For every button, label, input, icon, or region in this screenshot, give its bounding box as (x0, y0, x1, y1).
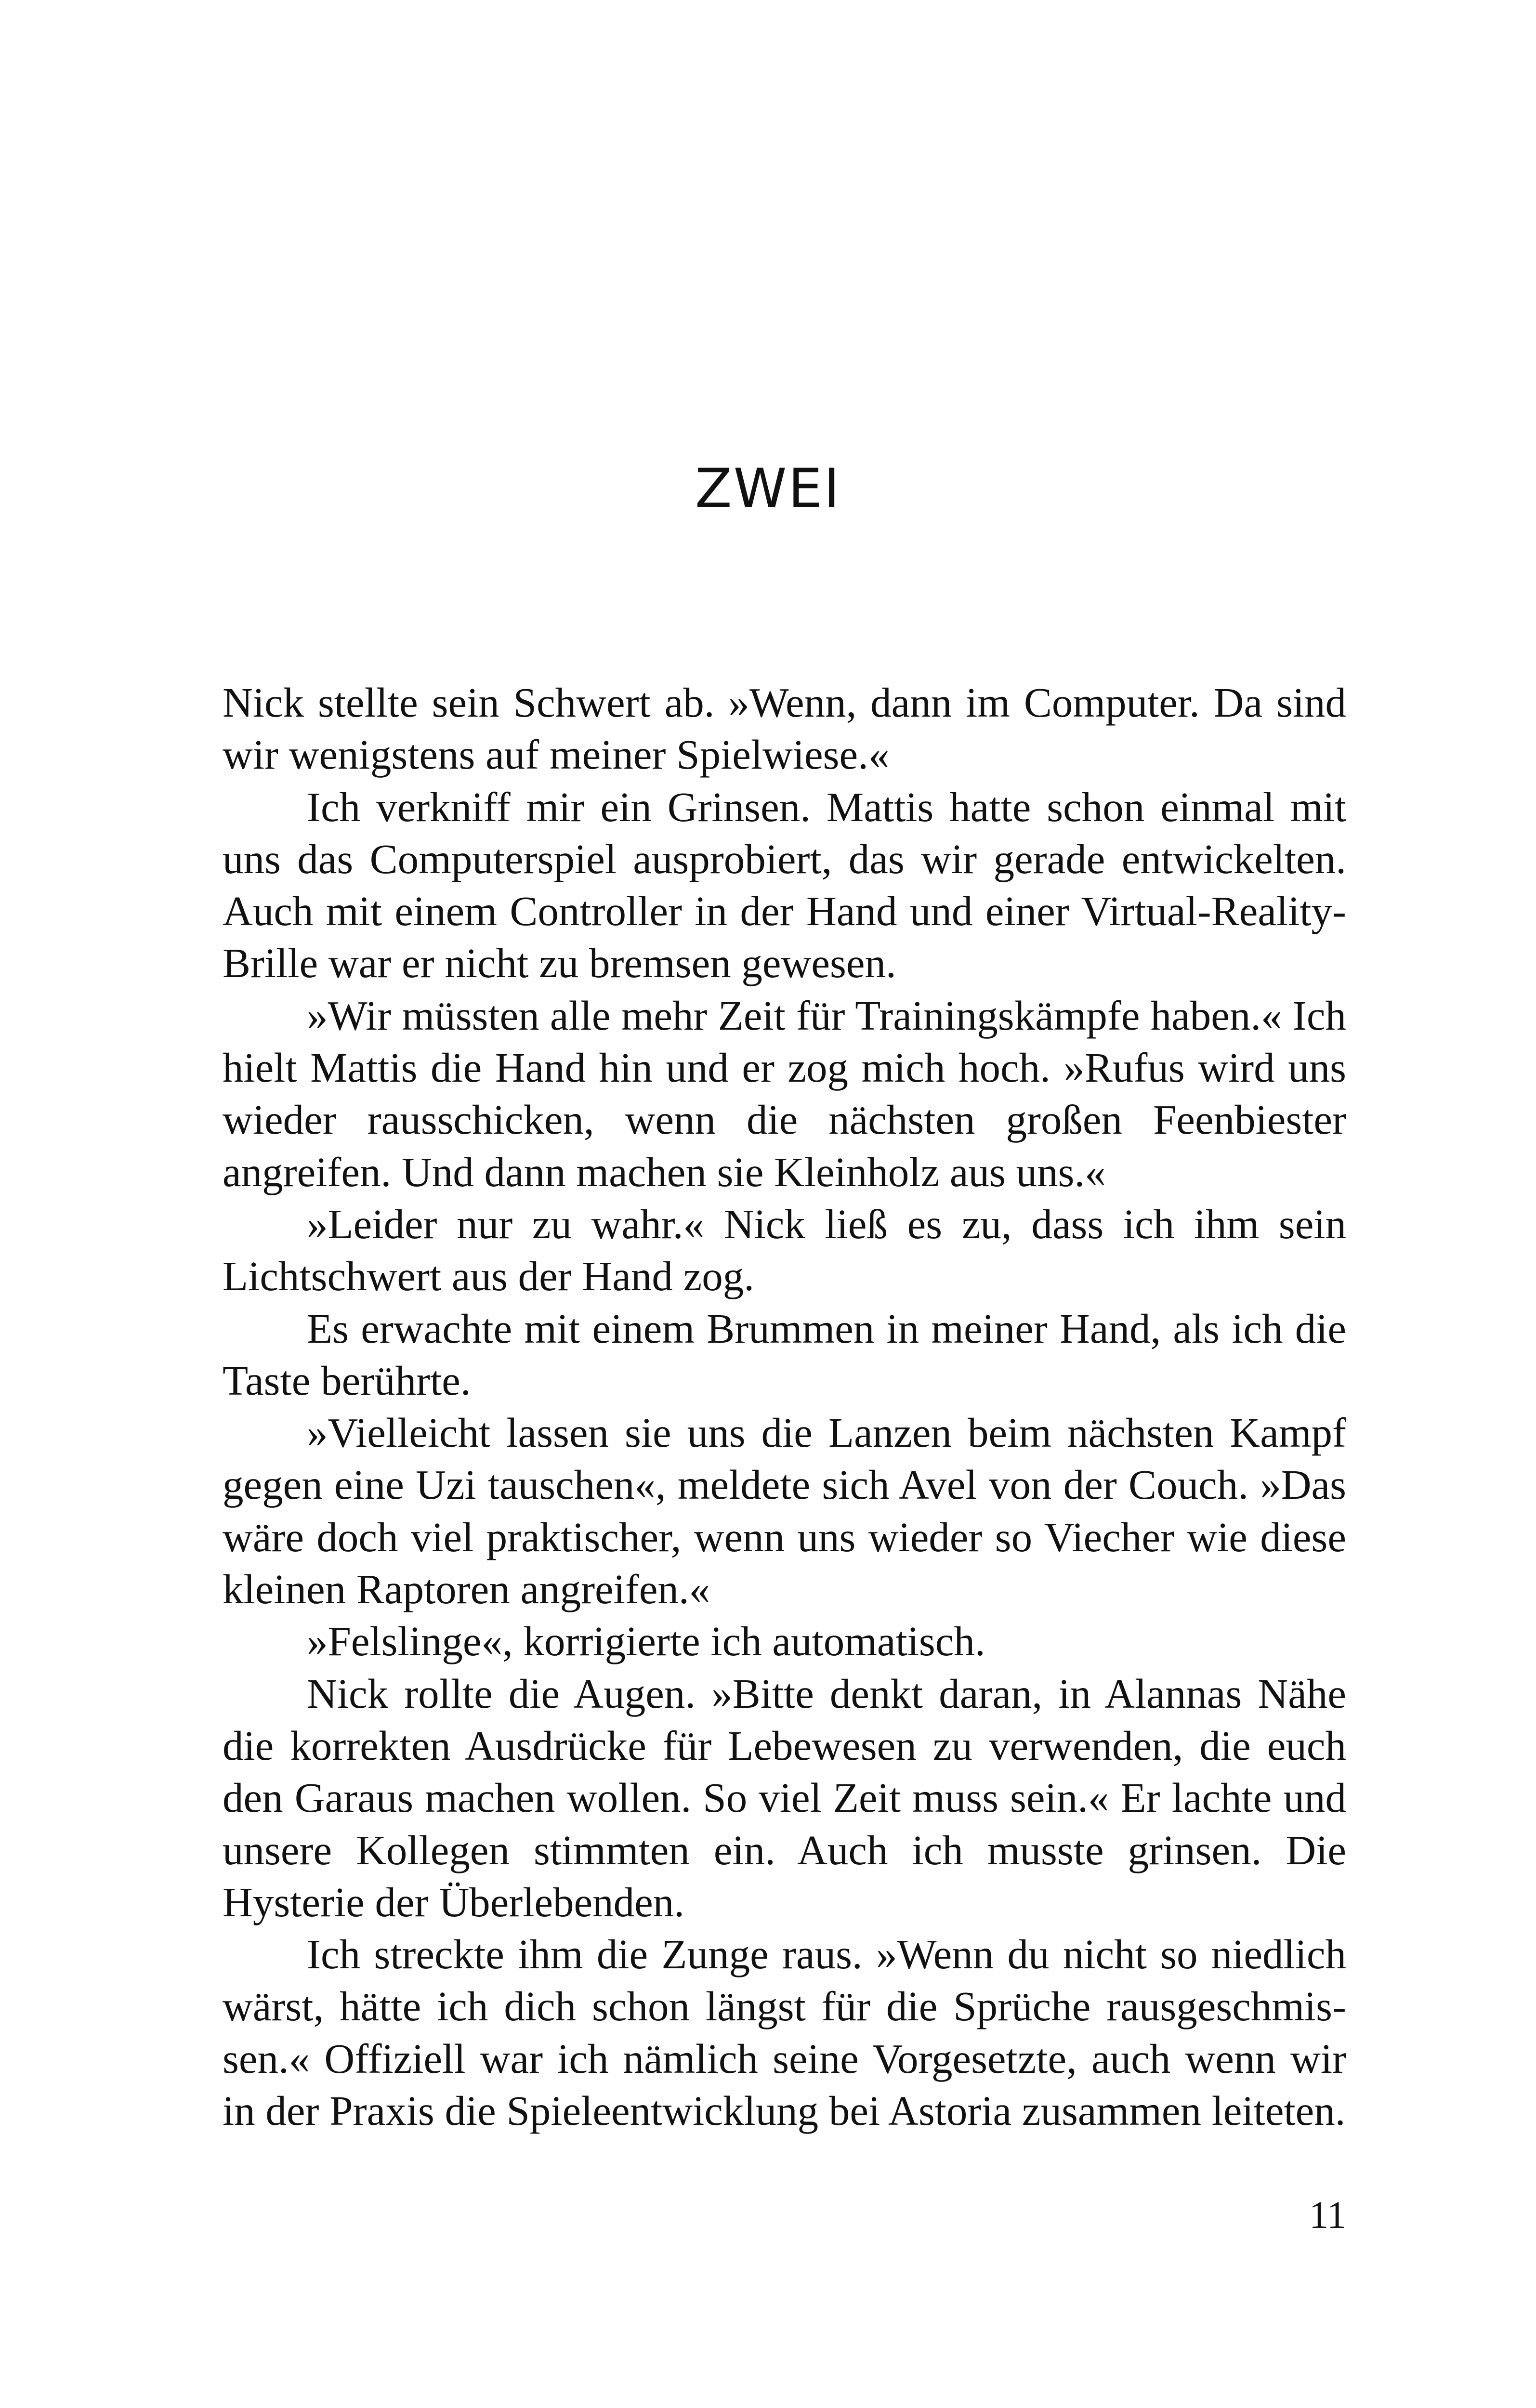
paragraph: »Felslinge«, korrigierte ich automatisch. (307, 1618, 985, 1665)
paragraph: Nick stellte sein Schwert ab. »Wenn, dann im Computer. Da sind wir wenigstens auf meiner Spielwiese.« (223, 679, 1346, 778)
paragraph: Es erwachte mit einem Brummen in meiner Hand, als ich die Taste berührte. (223, 1305, 1346, 1404)
paragraph: »Wir müssten alle mehr Zeit für Trainingskämpfe haben.« Ich hielt Mattis die Hand hin und er zog mich hoch. »Rufus wird uns wieder rausschicken, wenn die nächsten großen Feenbiester angreifen. Und dann machen sie Kleinholz aus uns.« (223, 992, 1346, 1195)
paragraph: »Leider nur zu wahr.« Nick ließ es zu, dass ich ihm sein Lichtschwert aus der Hand zog. (223, 1200, 1346, 1300)
paragraph: »Vielleicht lassen sie uns die Lanzen beim nächsten Kampf gegen eine Uzi tauschen«, meldete sich Avel von der Couch. »Das wäre doch viel praktischer, wenn uns wieder so Viecher wie diese kleinen Raptoren angreifen.« (223, 1409, 1346, 1613)
page-number: 11 (1309, 2194, 1346, 2237)
paragraph: Ich verkniff mir ein Grinsen. Mattis hatte schon einmal mit uns das Computerspiel ausprobiert, das wir gerade entwickelten. Auch mit einem Controller in der Hand und einer Virtual-Reality-Brille war er nicht zu bremsen gewesen. (223, 783, 1346, 987)
paragraph: Ich streckte ihm die Zunge raus. »Wenn du nicht so niedlich wärst, hätte ich dich schon längst für die Sprüche rausgeschmissen.« Offiziell war ich nämlich seine Vorgesetzte, auch wenn wir in der Praxis die Spieleentwicklung bei Astoria zusammen leiteten. (223, 1931, 1346, 2134)
paragraph: Nick rollte die Augen. »Bitte denkt daran, in Alannas Nähe die korrekten Ausdrücke für Lebewesen zu verwenden, die euch den Garaus machen wollen. So viel Zeit muss sein.« Er lachte und unsere Kollegen stimmten ein. Auch ich musste grinsen. Die Hysterie der Überlebenden. (223, 1670, 1346, 1925)
chapter-title: ZWEI (695, 458, 841, 520)
body-text (223, 677, 1346, 2137)
